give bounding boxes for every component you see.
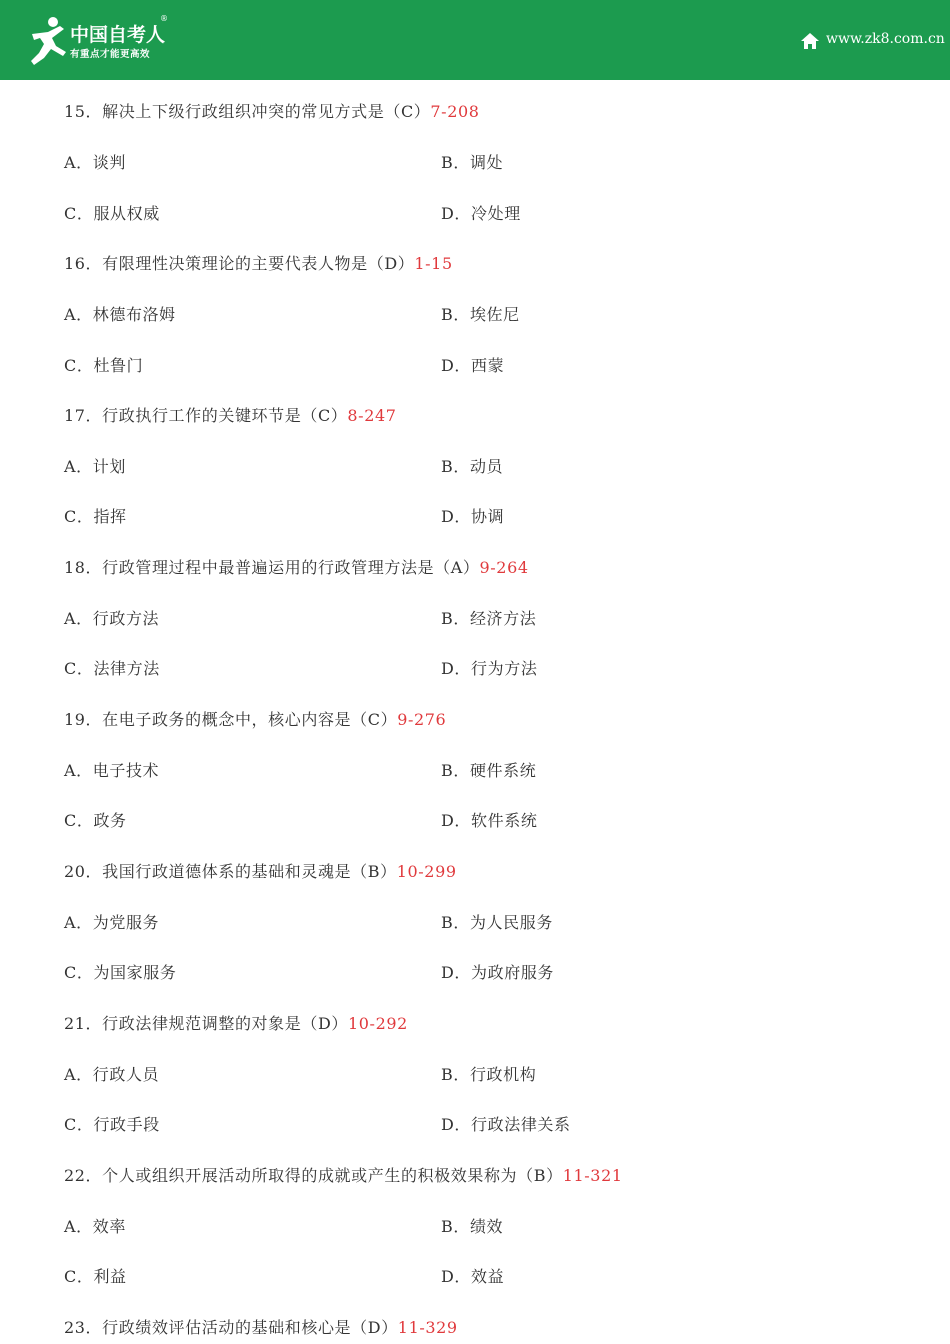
page-reference: 1-15 — [414, 254, 453, 273]
question-15 — [64, 102, 480, 122]
option-c: C．服从权威 — [64, 204, 160, 223]
option-a: A．效率 — [64, 1217, 126, 1236]
option-b: B．埃佐尼 — [441, 305, 520, 324]
option-c: C．行政手段 — [64, 1115, 160, 1134]
question-18 — [64, 558, 529, 578]
question-20 — [64, 862, 457, 882]
question-17 — [64, 406, 397, 426]
option-c: C．为国家服务 — [64, 963, 177, 982]
option-d: D．协调 — [441, 507, 505, 526]
option-b: B．硬件系统 — [441, 761, 537, 780]
question-stem: 20．我国行政道德体系的基础和灵魂是（B） — [64, 862, 397, 881]
option-a: A．计划 — [64, 457, 126, 476]
option-b: B．经济方法 — [441, 609, 537, 628]
question-22 — [64, 1166, 623, 1186]
page-reference: 7-208 — [430, 102, 480, 121]
question-stem: 16．有限理性决策理论的主要代表人物是（D） — [64, 254, 415, 273]
question-23 — [64, 1318, 458, 1338]
question-stem: 18．行政管理过程中最普遍运用的行政管理方法是（A） — [64, 558, 480, 577]
option-d: D．冷处理 — [441, 204, 521, 223]
page-reference: 9-264 — [479, 558, 529, 577]
option-a: A．为党服务 — [64, 913, 160, 932]
option-d: D．软件系统 — [441, 811, 538, 830]
site-url: www.zk8.com.cn — [826, 31, 945, 47]
option-a: A．电子技术 — [64, 761, 160, 780]
option-c: C．利益 — [64, 1267, 127, 1286]
option-d: D．行政法律关系 — [441, 1115, 571, 1134]
option-d: D．行为方法 — [441, 659, 538, 678]
option-b: B．调处 — [441, 153, 504, 172]
brand-name: 中国自考人 — [70, 24, 166, 46]
option-b: B．绩效 — [441, 1217, 504, 1236]
question-stem: 17．行政执行工作的关键环节是（C） — [64, 406, 348, 425]
question-stem: 15．解决上下级行政组织冲突的常见方式是（C） — [64, 102, 431, 121]
question-stem: 19．在电子政务的概念中，核心内容是（C） — [64, 710, 398, 729]
page-reference: 9-276 — [397, 710, 447, 729]
question-19 — [64, 710, 446, 730]
option-a: A．林德布洛姆 — [64, 305, 176, 324]
option-c: C．政务 — [64, 811, 127, 830]
option-c: C．杜鲁门 — [64, 356, 144, 375]
page-reference: 11-329 — [397, 1318, 458, 1337]
option-b: B．行政机构 — [441, 1065, 537, 1084]
option-d: D．为政府服务 — [441, 963, 555, 982]
page-reference: 10-299 — [396, 862, 457, 881]
option-d: D．西蒙 — [441, 356, 505, 375]
option-b: B．动员 — [441, 457, 504, 476]
option-d: D．效益 — [441, 1267, 505, 1286]
question-stem: 21．行政法律规范调整的对象是（D） — [64, 1014, 348, 1033]
question-stem: 23．行政绩效评估活动的基础和核心是（D） — [64, 1318, 398, 1337]
option-c: C．指挥 — [64, 507, 127, 526]
option-a: A．谈判 — [64, 153, 126, 172]
option-c: C．法律方法 — [64, 659, 160, 678]
registered-mark: ® — [160, 14, 168, 23]
page-reference: 8-247 — [347, 406, 397, 425]
option-b: B．为人民服务 — [441, 913, 553, 932]
question-16 — [64, 254, 453, 274]
brand-slogan: 有重点才能更高效 — [70, 49, 151, 60]
question-stem: 22．个人或组织开展活动所取得的成就或产生的积极效果称为（B） — [64, 1166, 563, 1185]
page-reference: 10-292 — [348, 1014, 408, 1033]
option-a: A．行政方法 — [64, 609, 160, 628]
option-a: A．行政人员 — [64, 1065, 160, 1084]
question-21 — [64, 1014, 408, 1034]
page-reference: 11-321 — [562, 1166, 623, 1185]
